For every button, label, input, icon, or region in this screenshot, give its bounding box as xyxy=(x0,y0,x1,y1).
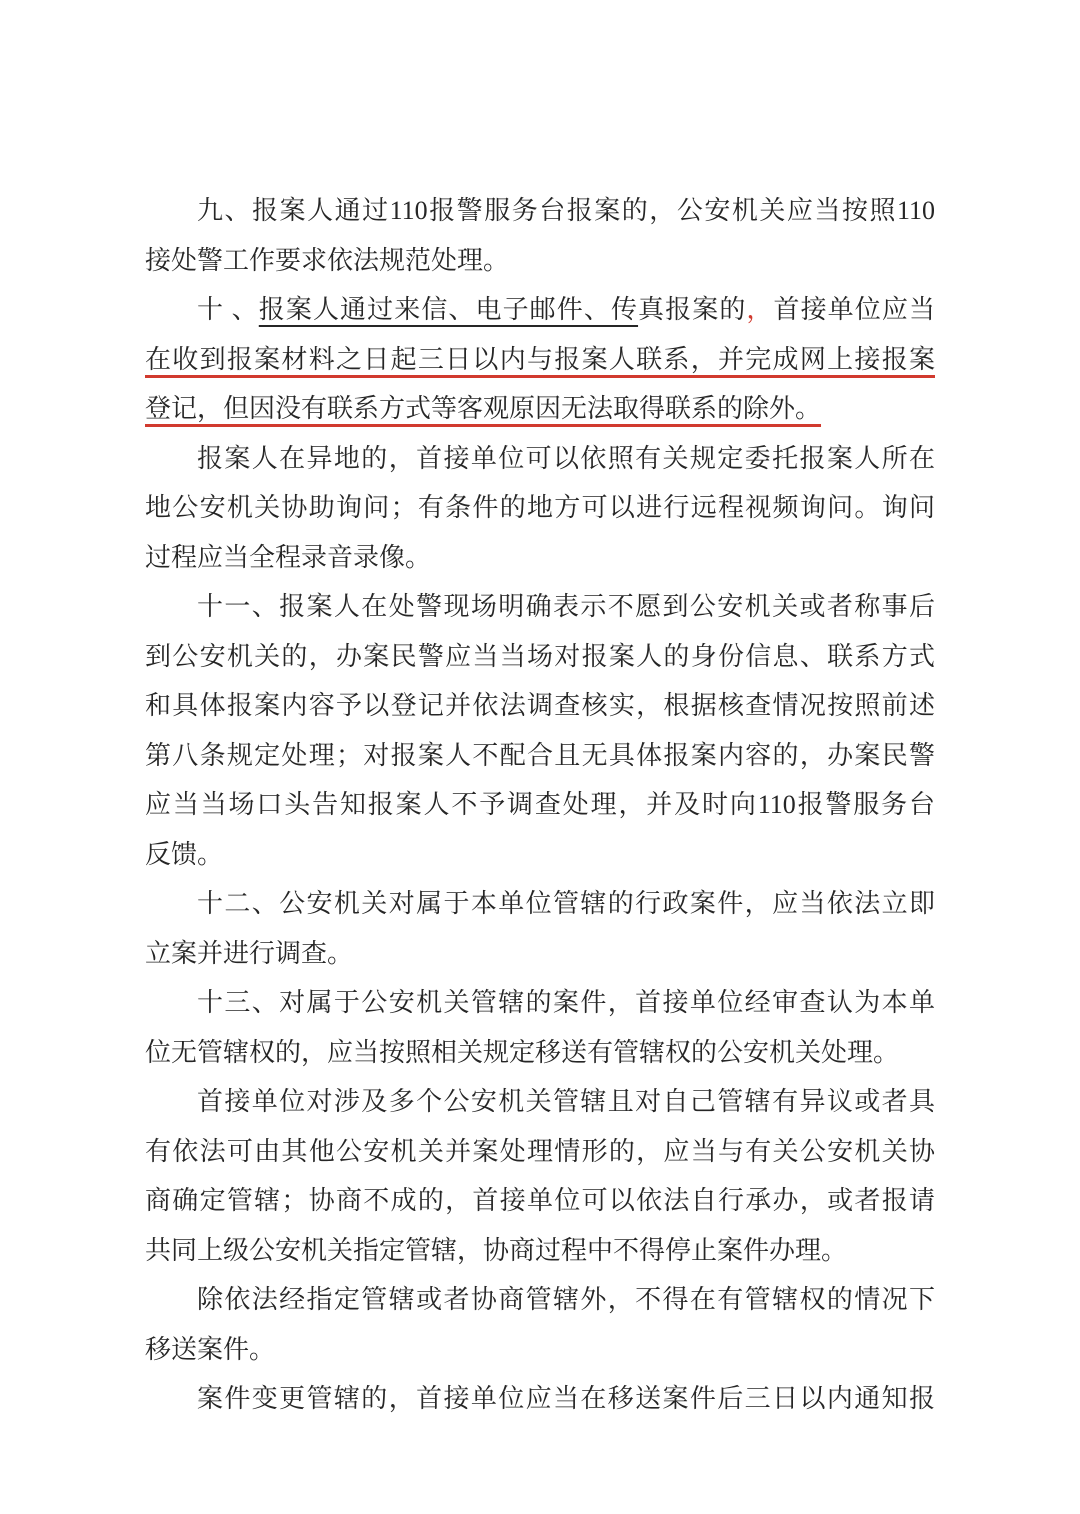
text-segment: 位无管辖权的，应当按照相关规定移送有管辖权的公安机关处理。 xyxy=(145,1037,900,1067)
text-segment: 立案并进行调查。 xyxy=(145,938,354,968)
text-line xyxy=(145,1275,935,1325)
text-line xyxy=(145,582,935,632)
text-line xyxy=(145,533,935,583)
text-line xyxy=(145,1028,935,1078)
text-line xyxy=(145,483,935,533)
text-line xyxy=(145,1176,935,1226)
text-segment: 接处警工作要求依法规范处理。 xyxy=(145,245,510,275)
text-segment: 反馈。 xyxy=(145,839,224,869)
text-segment: 真报案的 xyxy=(638,295,747,324)
text-line xyxy=(145,1325,935,1375)
paragraph xyxy=(145,1275,935,1374)
black-underlined-text: 报案人通过来信、电子邮件、传 xyxy=(258,295,639,324)
text-line xyxy=(145,434,935,484)
text-segment: 首接单位应当 xyxy=(773,295,935,324)
text-segment: 十 、 xyxy=(197,295,259,324)
text-line xyxy=(145,879,935,929)
text-segment: 十二、公安机关对属于本单位管辖的行政案件，应当依法立即 xyxy=(197,889,935,918)
text-line xyxy=(145,929,935,979)
text-line xyxy=(145,1127,935,1177)
text-line xyxy=(145,1374,935,1424)
text-line xyxy=(145,978,935,1028)
paragraph xyxy=(145,1077,935,1275)
paragraph xyxy=(145,186,935,285)
text-segment: 除依法经指定管辖或者协商管辖外，不得在有管辖权的情况下 xyxy=(197,1285,935,1314)
red-underlined-text: 登记，但因没有联系方式等客观原因无法取得联系的除外。 xyxy=(145,394,822,423)
paragraph xyxy=(145,582,935,879)
paragraph xyxy=(145,434,935,583)
text-line xyxy=(145,780,935,830)
text-line xyxy=(145,285,935,335)
text-line xyxy=(145,1226,935,1276)
text-segment: 地公安机关协助询问；有条件的地方可以进行远程视频询问。询问 xyxy=(145,493,935,522)
text-segment: 共同上级公安机关指定管辖，协商过程中不得停止案件办理。 xyxy=(145,1235,848,1265)
text-segment: 有依法可由其他公安机关并案处理情形的，应当与有关公安机关协 xyxy=(145,1136,935,1166)
text-line xyxy=(145,632,935,682)
text-line xyxy=(145,681,935,731)
text-line xyxy=(145,236,935,286)
text-line xyxy=(145,384,935,434)
paragraph xyxy=(145,1374,935,1424)
text-segment: 应当当场口头告知报案人不予调查处理，并及时向110报警服务台 xyxy=(145,790,935,819)
text-segment: 过程应当全程录音录像。 xyxy=(145,542,432,572)
text-segment: 第八条规定处理；对报案人不配合且无具体报案内容的，办案民警 xyxy=(145,740,935,770)
paragraph xyxy=(145,879,935,978)
text-segment: 案件变更管辖的，首接单位应当在移送案件后三日以内通知报 xyxy=(197,1384,935,1413)
text-line xyxy=(145,1077,935,1127)
text-segment: 首接单位对涉及多个公安机关管辖且对自己管辖有异议或者具 xyxy=(197,1087,935,1116)
text-segment: 十三、对属于公安机关管辖的案件，首接单位经审查认为本单 xyxy=(197,988,935,1017)
text-segment: 十一、报案人在处警现场明确表示不愿到公安机关或者称事后 xyxy=(197,592,935,621)
red-comma-text: ， xyxy=(746,295,774,324)
text-line xyxy=(145,186,935,236)
red-underlined-text: 在收到报案材料之日起三日以内与报案人联系，并完成网上接报案 xyxy=(145,344,935,374)
paragraph xyxy=(145,285,935,434)
text-segment: 和具体报案内容予以登记并依法调查核实，根据核查情况按照前述 xyxy=(145,691,935,720)
text-segment: 到公安机关的，办案民警应当当场对报案人的身份信息、联系方式 xyxy=(145,641,935,671)
document-body xyxy=(145,186,935,1424)
text-segment: 移送案件。 xyxy=(145,1334,276,1364)
paragraph xyxy=(145,978,935,1077)
text-line xyxy=(145,335,935,385)
text-segment: 商确定管辖；协商不成的，首接单位可以依法自行承办，或者报请 xyxy=(145,1186,935,1215)
text-line xyxy=(145,731,935,781)
text-line xyxy=(145,830,935,880)
text-segment: 报案人在异地的，首接单位可以依照有关规定委托报案人所在 xyxy=(197,443,935,473)
text-segment: 九、报案人通过110报警服务台报案的，公安机关应当按照110 xyxy=(197,196,935,225)
